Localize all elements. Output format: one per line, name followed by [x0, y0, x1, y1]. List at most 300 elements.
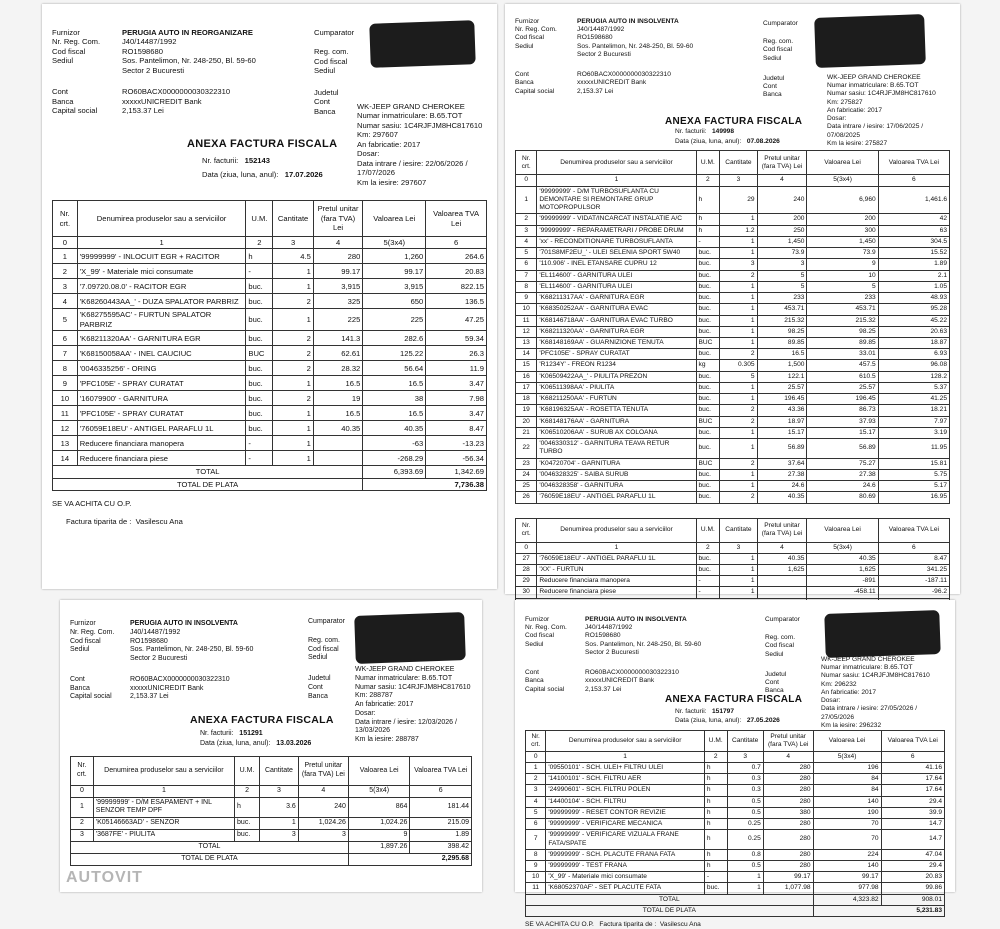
table-row	[526, 774, 945, 785]
table-cell: 40.35	[313, 421, 362, 436]
table-cell: 84	[813, 774, 881, 785]
grand-total-value	[813, 905, 944, 916]
column-number: 5(3x4)	[807, 542, 878, 553]
column-number: 2	[235, 785, 260, 797]
buyer-label: Cont	[763, 83, 777, 91]
table-cell: 233	[807, 293, 878, 304]
table-cell: 22	[516, 439, 537, 458]
table-cell: buc.	[696, 481, 720, 492]
vehicle-line: Dosar:	[357, 149, 380, 159]
table-cell: 141.3	[313, 331, 362, 346]
table-cell: 5	[526, 807, 546, 818]
table-cell: Reducere financiara manopera	[537, 576, 696, 587]
column-number: 2	[704, 751, 727, 762]
column-header: Cantitate	[720, 518, 757, 542]
table-cell: 6	[516, 259, 537, 270]
table-cell: h	[246, 249, 273, 264]
table-cell: 27.38	[757, 469, 807, 480]
table-cell: 'K04720704' - GARNITURA	[537, 458, 696, 469]
table-row	[526, 872, 945, 883]
supplier-label: Cod fiscal	[70, 637, 101, 645]
table-cell: 4	[516, 236, 537, 247]
column-header: Nr. crt.	[516, 151, 537, 175]
table-cell: h	[704, 762, 727, 773]
table-cell: 128.2	[878, 371, 949, 382]
table-cell: 1	[720, 214, 757, 225]
supplier-label: Sediul	[70, 646, 90, 654]
vehicle-line: Data intrare / iesire: 17/06/2025 /	[827, 123, 924, 131]
table-cell: 2	[720, 416, 757, 427]
table-cell: 10	[516, 304, 537, 315]
table-cell: 457.5	[807, 360, 878, 371]
vehicle-line: Numar inmatriculare: B.65.TOT	[827, 82, 919, 90]
table-cell: 'K68260443AA_' - DUZA SPALATOR PARBRIZ	[77, 294, 246, 309]
buyer-label: Sediul	[763, 54, 782, 62]
supplier-value: Sector 2 Bucuresti	[122, 65, 185, 75]
table-cell: 15.17	[757, 427, 807, 438]
table-cell	[313, 436, 362, 451]
table-cell: 280	[763, 774, 813, 785]
table-cell: 1	[720, 293, 757, 304]
total-label: TOTAL	[53, 466, 363, 478]
supplier-value: xxxxxUNICREDIT Bank	[585, 677, 655, 685]
table-cell: buc.	[696, 304, 720, 315]
buyer-label: Cod fiscal	[765, 642, 794, 650]
column-number: 1	[546, 751, 705, 762]
table-cell: 1.89	[878, 259, 949, 270]
supplier-block	[70, 620, 253, 702]
table-cell: 4	[526, 796, 546, 807]
supplier-label: Banca	[70, 684, 90, 692]
table-cell: 280	[763, 849, 813, 860]
table-row	[516, 394, 950, 405]
table-cell: '3687FE' - PIULITA	[93, 830, 234, 842]
table-cell: 73.9	[807, 248, 878, 259]
total-value: 4,323.82	[813, 894, 881, 905]
column-number: 0	[53, 237, 78, 249]
grand-total-row	[53, 478, 487, 490]
table-cell: 38	[363, 391, 426, 406]
supplier-value: RO1598680	[130, 637, 168, 645]
table-cell: 3	[298, 830, 348, 842]
table-cell: 39.9	[881, 807, 944, 818]
supplier-label: Capital social	[52, 106, 98, 116]
invoice-number: Nr. facturii: 152143	[202, 156, 270, 165]
grand-total-row	[71, 853, 472, 865]
table-cell: 75.27	[807, 458, 878, 469]
supplier-label: Cod fiscal	[515, 34, 544, 42]
table-cell: 1	[720, 337, 757, 348]
table-cell: 9	[53, 376, 78, 391]
table-cell: 2	[273, 391, 313, 406]
table-cell: 99.17	[813, 872, 881, 883]
table-cell: 95.28	[878, 304, 949, 315]
supplier-label: Nr. Reg. Com.	[52, 37, 101, 47]
table-cell: 5	[757, 270, 807, 281]
table-cell: 25.57	[807, 382, 878, 393]
table-cell: 2	[516, 214, 537, 225]
table-cell: 1	[273, 421, 313, 436]
table-cell: 6	[526, 819, 546, 830]
table-cell: 73.9	[757, 248, 807, 259]
buyer-label: Judetul	[314, 87, 339, 97]
table-cell: 15.17	[807, 427, 878, 438]
grand-total-value	[363, 478, 487, 490]
table-cell: 62.61	[313, 346, 362, 361]
supplier-value: PERUGIA AUTO IN INSOLVENTA	[130, 620, 238, 627]
invoice-number: Nr. facturii: 151291	[200, 730, 263, 737]
table-cell: 2	[720, 270, 757, 281]
table-cell: buc.	[696, 394, 720, 405]
table-cell: 1,260	[363, 249, 426, 264]
supplier-value: PERUGIA AUTO IN INSOLVENTA	[585, 616, 687, 623]
items-table-page-1	[515, 150, 950, 504]
vehicle-line: Km la iesire: 296232	[821, 721, 882, 729]
table-row	[516, 427, 950, 438]
table-cell: 3.19	[878, 427, 949, 438]
column-number: 0	[516, 542, 537, 553]
buyer-label: Cumparator	[308, 618, 345, 625]
table-cell: 1,077.98	[763, 883, 813, 894]
redacted-buyer-box	[824, 610, 940, 658]
table-cell: 99.17	[313, 264, 362, 279]
table-cell: 37.64	[757, 458, 807, 469]
table-cell: 341.25	[878, 564, 949, 575]
table-cell: 5.75	[878, 469, 949, 480]
column-numbers	[71, 785, 472, 797]
table-cell: 27	[516, 553, 537, 564]
table-cell: 'K68275595AC' - FURTUN SPALATOR PARBRIZ	[77, 309, 246, 331]
table-cell: '0046328358' - GARNITURA	[537, 481, 696, 492]
table-cell: 7	[516, 270, 537, 281]
supplier-value: RO60BACX0000000030322310	[130, 675, 230, 683]
table-cell: 977.98	[813, 883, 881, 894]
table-cell: 56.89	[757, 439, 807, 458]
table-cell: -458.11	[807, 587, 878, 598]
vehicle-line: Numar sasiu: 1C4RJFJM8HC817610	[357, 120, 483, 130]
table-cell: BUC	[246, 346, 273, 361]
column-header: U.M.	[246, 201, 273, 237]
table-cell: 8.47	[426, 421, 487, 436]
table-cell: 1	[273, 436, 313, 451]
column-number: 5(3x4)	[363, 237, 426, 249]
redacted-buyer-box	[369, 20, 475, 68]
vehicle-line: WK-JEEP GRAND CHEROKEE	[357, 102, 465, 111]
table-cell: 8	[53, 361, 78, 376]
table-cell: Reducere financiara piese	[537, 587, 696, 598]
buyer-label: Banca	[765, 687, 784, 695]
table-cell: 6.93	[878, 349, 949, 360]
column-header: Cantitate	[720, 151, 757, 175]
column-number: 6	[878, 175, 949, 186]
table-cell: 'K05146663AD' - SENZOR	[93, 818, 234, 830]
supplier-value: RO60BACX0000000030322310	[577, 71, 671, 79]
table-cell: 'K06510206AA' - SURUB AX COLOANA	[537, 427, 696, 438]
table-cell: 8	[516, 281, 537, 292]
supplier-value: 2,153.37 Lei	[585, 685, 622, 693]
supplier-value: PERUGIA AUTO IN REORGANIZARE	[122, 28, 253, 37]
supplier-label: Nr. Reg. Com.	[515, 26, 557, 34]
table-cell: 'K68211320AA' - GARNITURA EGR	[77, 331, 246, 346]
table-cell: 9	[348, 830, 410, 842]
buyer-label: Banca	[308, 692, 328, 700]
table-cell: 1,625	[807, 564, 878, 575]
table-cell: 15.81	[878, 458, 949, 469]
redacted-buyer-box	[814, 14, 926, 68]
table-cell: 11.95	[878, 439, 949, 458]
table-cell: h	[704, 849, 727, 860]
grand-total-amount: 2,295.68	[441, 854, 469, 862]
table-cell: 'PFC105E' - SPRAY CURATAT	[537, 349, 696, 360]
table-cell: 3.6	[260, 797, 299, 818]
table-cell: -	[246, 451, 273, 466]
table-cell: buc.	[246, 421, 273, 436]
table-cell: buc.	[704, 883, 727, 894]
table-cell: 'K68211320AA' - GARNITURA EGR	[537, 326, 696, 337]
vehicle-line: Km la iesire: 275827	[827, 139, 888, 147]
table-cell: 1	[720, 382, 757, 393]
vehicle-line: Numar sasiu: 1C4RJFJM8HC817610	[355, 683, 471, 691]
table-cell: 215.32	[757, 315, 807, 326]
invoice-annex-151797	[515, 600, 955, 929]
table-cell: buc.	[696, 259, 720, 270]
table-cell: 650	[363, 294, 426, 309]
table-cell: 13	[53, 436, 78, 451]
table-cell: 16.5	[757, 349, 807, 360]
table-cell: h	[704, 819, 727, 830]
table-row	[516, 587, 950, 598]
table-cell: 47.04	[881, 849, 944, 860]
table-cell: 2	[720, 349, 757, 360]
table-cell: 45.22	[878, 315, 949, 326]
table-cell: 300	[807, 225, 878, 236]
vehicle-details	[357, 102, 482, 187]
column-header: U.M.	[696, 151, 720, 175]
table-cell: '701S8MF2EU_' - ULEI SELENIA SPORT 5W40	[537, 248, 696, 259]
table-row	[516, 293, 950, 304]
column-header: Valoarea TVA Lei	[881, 731, 944, 752]
table-row	[516, 439, 950, 458]
column-header: Denumirea produselor sau a serviciilor	[546, 731, 705, 752]
table-cell: 3	[53, 279, 78, 294]
table-cell: 'K68196325AA' - ROSETTA TENUTA	[537, 405, 696, 416]
table-cell: buc.	[696, 405, 720, 416]
table-cell: 15	[516, 360, 537, 371]
supplier-value: Sos. Pantelimon, Nr. 248-250, Bl. 59-60	[577, 42, 694, 50]
table-cell: 200	[807, 214, 878, 225]
table-cell: 3	[516, 225, 537, 236]
table-cell: '14100101' - SCH. FILTRU AER	[546, 774, 705, 785]
table-cell: 9	[807, 259, 878, 270]
column-header: Valoarea Lei	[363, 201, 426, 237]
table-cell: 2	[720, 405, 757, 416]
table-header	[53, 201, 487, 237]
table-cell: 16	[516, 371, 537, 382]
table-cell: 1,500	[757, 360, 807, 371]
column-header: Valoarea Lei	[813, 731, 881, 752]
table-cell: 10	[53, 391, 78, 406]
vehicle-line: Km: 296232	[821, 680, 857, 688]
table-cell: 24.6	[757, 481, 807, 492]
supplier-value: RO1598680	[122, 46, 163, 56]
buyer-label: Judetul	[308, 675, 331, 682]
table-cell: buc.	[246, 279, 273, 294]
table-cell: '99999999' - VERIFICARE VIZUALA FRANE FATA/SPATE	[546, 830, 705, 849]
table-cell: -56.34	[426, 451, 487, 466]
table-cell: 14.7	[881, 830, 944, 849]
table-cell: 80.69	[807, 492, 878, 503]
column-number: 5(3x4)	[813, 751, 881, 762]
table-cell: 1,024.26	[348, 818, 410, 830]
table-cell: 29	[720, 186, 757, 214]
grand-total-value	[348, 853, 471, 865]
supplier-block	[515, 18, 693, 96]
table-cell: buc.	[696, 382, 720, 393]
table-cell: '99999999' - SCH. PLACUTE FRANA FATA	[546, 849, 705, 860]
table-cell: 0.305	[720, 360, 757, 371]
table-cell: 0.5	[727, 796, 763, 807]
supplier-label: Furnizor	[515, 18, 540, 25]
table-cell: 864	[348, 797, 410, 818]
supplier-label: Sediul	[515, 42, 534, 50]
table-row	[53, 376, 487, 391]
buyer-label: Cont	[308, 683, 323, 691]
table-cell: 1	[260, 818, 299, 830]
supplier-label	[515, 51, 577, 59]
column-header: Denumirea produselor sau a serviciilor	[537, 518, 696, 542]
table-cell: h	[704, 774, 727, 785]
column-number: 1	[537, 542, 696, 553]
table-row	[526, 860, 945, 871]
table-cell: -63	[363, 436, 426, 451]
table-cell: 215.32	[807, 315, 878, 326]
supplier-label: Cont	[515, 71, 529, 79]
table-cell: 0.5	[727, 860, 763, 871]
invoice-date: Data (ziua, luna, anul): 13.03.2026	[200, 740, 312, 747]
table-cell: 196.45	[757, 394, 807, 405]
table-cell: 1	[53, 249, 78, 264]
vehicle-line: Numar inmatriculare: B.65.TOT	[821, 664, 913, 672]
table-row	[516, 259, 950, 270]
supplier-label: Nr. Reg. Com.	[70, 628, 115, 636]
table-cell: 1	[720, 469, 757, 480]
column-header: Valoarea TVA Lei	[410, 757, 472, 786]
table-cell: h	[696, 186, 720, 214]
table-cell: '16079900' - GARNITURA	[77, 391, 246, 406]
table-cell: 1	[727, 872, 763, 883]
table-cell: -	[696, 587, 720, 598]
invoice-number: Nr. facturii: 151797	[675, 708, 735, 715]
table-cell: 27.38	[807, 469, 878, 480]
column-header: Cantitate	[273, 201, 313, 237]
supplier-value: Sos. Pantelimon, Nr. 248-250, Bl. 59-60	[585, 640, 702, 648]
table-cell: h	[696, 225, 720, 236]
table-cell: 7	[53, 346, 78, 361]
table-cell: 1	[273, 309, 313, 331]
table-row	[516, 225, 950, 236]
table-cell: 1.05	[878, 281, 949, 292]
supplier-value: Sector 2 Bucuresti	[577, 50, 631, 58]
supplier-block	[52, 28, 256, 116]
table-cell: 1,024.26	[298, 818, 348, 830]
table-cell: 2	[53, 264, 78, 279]
table-cell: 3	[260, 830, 299, 842]
table-cell: 2	[71, 818, 94, 830]
table-row	[53, 421, 487, 436]
table-cell: 7	[526, 830, 546, 849]
table-cell: 2	[273, 331, 313, 346]
table-cell: buc.	[235, 818, 260, 830]
vehicle-line: An fabricatie: 2017	[357, 139, 421, 149]
table-cell: 56.64	[363, 361, 426, 376]
table-cell: 99.17	[763, 872, 813, 883]
table-cell: 70	[813, 819, 881, 830]
table-cell: -187.11	[878, 576, 949, 587]
table-cell: -	[246, 264, 273, 279]
table-cell: 96.08	[878, 360, 949, 371]
invoice-annex-151291	[60, 600, 482, 892]
table-cell: 26	[516, 492, 537, 503]
table-cell: 2.1	[878, 270, 949, 281]
table-cell: '99999999' - VERIFICARE MECANICA	[546, 819, 705, 830]
table-cell: 20	[516, 416, 537, 427]
table-cell: 610.5	[807, 371, 878, 382]
table-cell: 0.25	[727, 819, 763, 830]
supplier-label: Cont	[52, 87, 69, 97]
autovit-watermark: AUTOVIT	[66, 869, 143, 886]
redacted-buyer-box	[354, 612, 466, 664]
total-vat: 1,342.69	[426, 466, 487, 478]
column-number: 2	[696, 175, 720, 186]
table-cell: '76059E18EU' - ANTIGEL PARAFLU 1L	[537, 492, 696, 503]
table-row	[516, 492, 950, 503]
column-header: Valoarea TVA Lei	[878, 151, 949, 175]
table-row	[516, 382, 950, 393]
column-number: 6	[410, 785, 472, 797]
table-cell: 2	[273, 346, 313, 361]
column-number: 0	[71, 785, 94, 797]
column-header: Valoarea Lei	[807, 518, 878, 542]
table-cell: '76059E18EU' - ANTIGEL PARAFLU 1L	[537, 553, 696, 564]
table-cell: '24990601' - SCH. FILTRU POLEN	[546, 785, 705, 796]
items-table	[52, 200, 487, 491]
table-cell: Reducere financiara manopera	[77, 436, 246, 451]
table-row	[53, 361, 487, 376]
table-cell: 18.21	[878, 405, 949, 416]
table-row	[53, 436, 487, 451]
table-cell: 'XX' - FURTUN	[537, 564, 696, 575]
table-row	[71, 818, 472, 830]
table-cell: buc.	[235, 830, 260, 842]
column-number: 4	[313, 237, 362, 249]
table-cell: 196.45	[807, 394, 878, 405]
table-row	[516, 337, 950, 348]
table-cell: 'K68211250AA' - FURTUN	[537, 394, 696, 405]
table-cell: 'EL114600' - GARNITURA ULEI	[537, 281, 696, 292]
table-cell: 16.95	[878, 492, 949, 503]
table-cell: 5	[757, 281, 807, 292]
vehicle-line: 17/07/2026	[357, 168, 396, 178]
column-number: 3	[720, 542, 757, 553]
total-row	[71, 842, 472, 854]
table-cell: buc.	[246, 294, 273, 309]
invoice-date: Data (ziua, luna, anul): 27.05.2026	[675, 717, 780, 724]
table-cell: 282.6	[363, 331, 426, 346]
table-cell: '99999999' - REPARAMETRARI / PROBE DRUM	[537, 225, 696, 236]
vehicle-line: WK-JEEP GRAND CHEROKEE	[827, 74, 921, 81]
table-cell: 280	[763, 819, 813, 830]
table-cell: buc.	[696, 270, 720, 281]
